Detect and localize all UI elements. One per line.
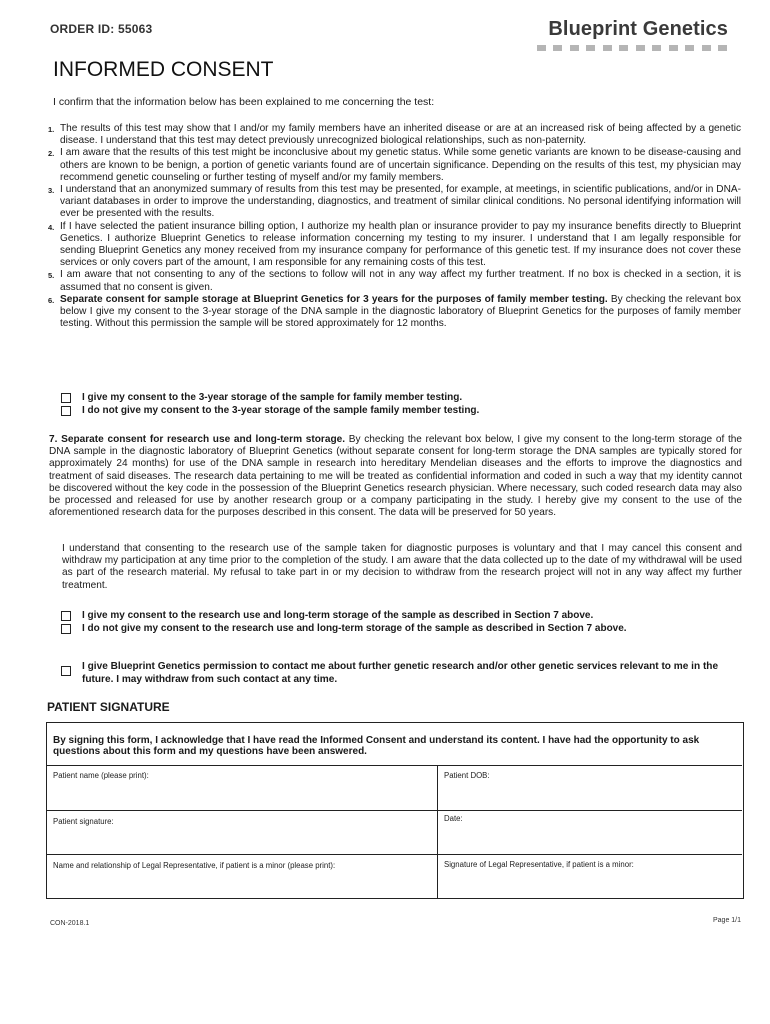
storage-consent-no[interactable] [61, 404, 479, 417]
page-number: Page 1/1 [713, 917, 742, 924]
patient-dob-label: Patient DOB: [444, 771, 490, 780]
intro-text: I confirm that the information below has been explained to me concerning the test: [53, 96, 435, 108]
checkbox-label: I do not give my consent to the research use and long-term storage of the sample as described in Section 7 above. [82, 623, 627, 634]
date-label: Date: [444, 814, 463, 823]
representative-signature-label: Signature of Legal Representative, if patient is a minor: [444, 860, 634, 869]
page-title: INFORMED CONSENT [53, 58, 274, 81]
representative-name-label: Name and relationship of Legal Representative, if patient is a minor (please print): [53, 861, 336, 870]
brand-underline-bar [537, 45, 727, 51]
list-number: 5. [48, 271, 55, 281]
checkbox-label: I give Blueprint Genetics permission to contact me about further genetic research and/or other genetic services relevant to me in the future. I may withdraw from such contact at any time. [82, 661, 719, 685]
list-body: By checking the relevant box below I give my consent to the 3-year storage of the DNA sample in the diagnostic laboratory of Blueprint Genetics for the purposes of family member testing. Without this permission the sample will be stored approximately for 12 months. [60, 293, 742, 330]
list-item [40, 221, 741, 270]
list-number: 2. [48, 149, 55, 159]
list-text: I am aware that the results of this test might be inconclusive about my genetic status. While some genetic variants are known to be disease-causing and others are known to be benign, a portion of genetic variants found are of uncertain significance. Depending on the results of this test, my physician may recommend genetic counseling or further testing of myself and/or my family members. [60, 147, 741, 183]
cell-divider [437, 766, 438, 811]
cell-divider [437, 811, 438, 856]
signature-table [46, 722, 744, 899]
patient-signature-label: Patient signature: [53, 817, 114, 826]
list-text: I understand that an anonymized summary of results from this test may be presented, for example, at meetings, in scientific publications, and/or in DNA-variant databases in order to improve the understanding, diagnostics, and treatment of similar clinical conditions. No personal identifying information will ever be presented with the results. [60, 184, 741, 220]
list-item [40, 184, 741, 221]
list-text: I am aware that not consenting to any of the sections to follow will not in any way affect my further treatment. If no box is checked in a section, it is assumed that no consent is given. [60, 269, 741, 293]
list-number: 4. [48, 222, 55, 232]
research-consent-options [61, 609, 627, 635]
signature-heading: PATIENT SIGNATURE [47, 700, 170, 714]
list-number: 3. [48, 186, 55, 196]
section-7-number: 7. [49, 434, 58, 445]
brand-logo: Blueprint Genetics [548, 18, 728, 40]
list-number: 1. [48, 125, 55, 134]
list-bold-lead: Separate consent for sample storage at Blueprint Genetics for 3 years for the purposes of family member testing. [60, 293, 608, 305]
section-7-body: By checking the relevant box below, I give my consent to the long-term storage of the DNA sample in the diagnostic laboratory of Blueprint Genetics (without separate consent for long-term storage the DNA samples are typically stored for approximately 24 months) for use of the DNA sample in research into hereditary Mendelian diseases and the efforts to improve the diagnostics and treatment of said diseases. The research data pertaining to me will be treated as confidential information and coded in such a way that my identity cannot be discovered without the key code in the possession of the Blueprint Genetics research physician. Where necessary, such coded research data may also be processed and released for use by another research group or a company participating in the study. I hereby give my consent to the use of the aforementioned research data for the purposes described in this consent. The data will be preserved for 50 years. [49, 434, 742, 519]
list-item [40, 269, 741, 293]
signature-statement: By signing this form, I acknowledge that I have read the Informed Consent and understand its content. I have had the opportunity to ask questions about this form and my questions have been answered. [53, 735, 700, 757]
signature-row [47, 810, 742, 856]
order-id: ORDER ID: 55063 [50, 22, 153, 36]
checkbox-label: I give my consent to the research use and long-term storage of the sample as described in Section 7 above. [82, 610, 594, 621]
contact-consent[interactable] [61, 661, 741, 686]
checkbox-label: I give my consent to the 3-year storage of the sample for family member testing. [82, 392, 463, 403]
signature-row [47, 765, 742, 811]
form-code: CON-2018.1 [50, 920, 90, 927]
storage-consent-options [61, 391, 479, 417]
consent-list [40, 123, 741, 330]
research-consent-yes[interactable] [61, 609, 627, 622]
research-consent-no[interactable] [61, 622, 627, 635]
signature-row [47, 854, 742, 899]
checkbox[interactable] [61, 393, 71, 403]
cell-divider [437, 855, 438, 899]
checkbox[interactable] [61, 666, 71, 676]
list-item [40, 294, 741, 331]
checkbox[interactable] [61, 624, 71, 634]
list-text: The results of this test may show that I and/or my family members have an inherited disease or are at an increased risk of being affected by a genetic disease. I understand that this test may detect previously unrecognized biological relationships, such as non-paternity. [60, 123, 741, 147]
checkbox-label: I do not give my consent to the 3-year storage of the sample family member testing. [82, 405, 480, 416]
list-item [40, 123, 741, 147]
patient-name-label: Patient name (please print): [53, 771, 149, 780]
list-number: 6. [48, 295, 55, 305]
section-7-withdrawal-text: I understand that consenting to the research use of the sample taken for diagnostic purposes is voluntary and that I may cancel this consent and withdraw my participation at any time prior to the completion of the study. I am aware that the data collected up to the date of my withdrawal will be used as part of the research material. My refusal to take part in or my decision to withdraw from the research project will not in any way affect my further treatment. [62, 543, 742, 591]
section-7 [49, 434, 742, 519]
list-item [40, 147, 741, 184]
storage-consent-yes[interactable] [61, 391, 479, 404]
list-text [60, 294, 741, 331]
checkbox[interactable] [61, 406, 71, 416]
section-7-text [49, 434, 742, 519]
checkbox[interactable] [61, 611, 71, 621]
section-7-heading: Separate consent for research use and long-term storage. [61, 434, 346, 445]
list-text: If I have selected the patient insurance billing option, I authorize my health plan or insurance provider to pay my insurance benefits directly to Blueprint Genetics. I authorize Blueprint Genetics to release information concerning my testing to my insurer. I understand that I am legally responsible for sending Blueprint Genetics any money received from my insurance company for performance of this genetic test. If my insurance does not cover these services or only covers part of the amount, I am responsible for any remaining costs of this test. [60, 220, 741, 269]
